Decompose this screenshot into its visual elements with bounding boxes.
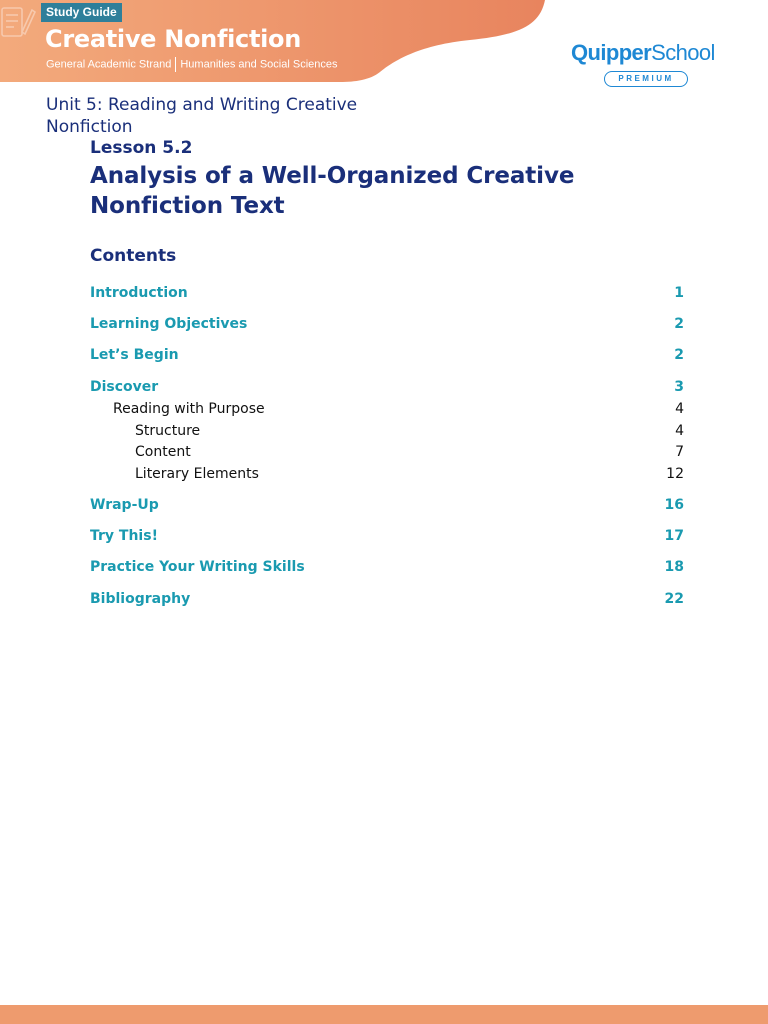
logo-brand-light: School <box>651 40 715 65</box>
toc-page-number: 1 <box>674 285 684 301</box>
footer-bar <box>0 1005 768 1024</box>
contents-heading: Contents <box>90 246 177 266</box>
toc-item-discover[interactable] <box>90 377 684 397</box>
toc-page-number: 7 <box>675 444 684 460</box>
toc-item-practice-writing-skills[interactable] <box>90 557 684 577</box>
toc-item-learning-objectives[interactable] <box>90 314 684 334</box>
toc-page-number: 3 <box>674 379 684 395</box>
course-title: Creative Nonfiction <box>45 25 302 53</box>
track-label: Humanities and Social Sciences <box>180 58 338 71</box>
premium-badge: PREMIUM <box>604 71 688 87</box>
toc-page-number: 18 <box>664 559 684 575</box>
toc-page-number: 2 <box>674 347 684 363</box>
toc-label: Structure <box>135 423 201 439</box>
toc-item-try-this[interactable] <box>90 526 684 546</box>
toc-label: Try This! <box>90 528 158 544</box>
toc-page-number: 12 <box>666 466 684 482</box>
toc-page-number: 2 <box>674 316 684 332</box>
quipper-school-logo <box>571 40 731 90</box>
toc-label: Content <box>135 444 191 460</box>
toc-label: Practice Your Writing Skills <box>90 559 305 575</box>
logo-wordmark <box>571 40 715 66</box>
lesson-title: Analysis of a Well-Organized Creative Nonfiction Text <box>90 163 575 219</box>
toc-label: Reading with Purpose <box>113 401 265 417</box>
toc-page-number: 22 <box>664 591 684 607</box>
toc-item-reading-with-purpose[interactable] <box>90 399 684 419</box>
divider <box>175 57 176 72</box>
toc-label: Learning Objectives <box>90 316 248 332</box>
toc-label: Literary Elements <box>135 466 259 482</box>
toc-label: Introduction <box>90 285 188 301</box>
lesson-number: Lesson 5.2 <box>90 138 193 158</box>
pencil-notebook-icon <box>0 0 36 44</box>
toc-label: Let’s Begin <box>90 347 179 363</box>
toc-item-introduction[interactable] <box>90 283 684 303</box>
course-strand <box>46 57 338 72</box>
toc-page-number: 16 <box>664 497 684 513</box>
header-banner <box>0 0 560 82</box>
toc-page-number: 4 <box>675 423 684 439</box>
toc-item-lets-begin[interactable] <box>90 345 684 365</box>
toc-label: Bibliography <box>90 591 191 607</box>
toc-item-structure[interactable] <box>90 421 684 441</box>
toc-label: Discover <box>90 379 159 395</box>
strand-label: General Academic Strand <box>46 58 172 71</box>
toc-label: Wrap-Up <box>90 497 159 513</box>
toc-item-bibliography[interactable] <box>90 589 684 609</box>
toc-page-number: 17 <box>664 528 684 544</box>
toc-item-content[interactable] <box>90 442 684 462</box>
unit-heading: Unit 5: Reading and Writing Creative Nonfiction <box>46 95 358 137</box>
logo-brand-bold: Quipper <box>571 40 652 65</box>
study-guide-badge: Study Guide <box>41 3 122 22</box>
toc-page-number: 4 <box>675 401 684 417</box>
toc-item-wrap-up[interactable] <box>90 495 684 515</box>
toc-item-literary-elements[interactable] <box>90 464 684 484</box>
